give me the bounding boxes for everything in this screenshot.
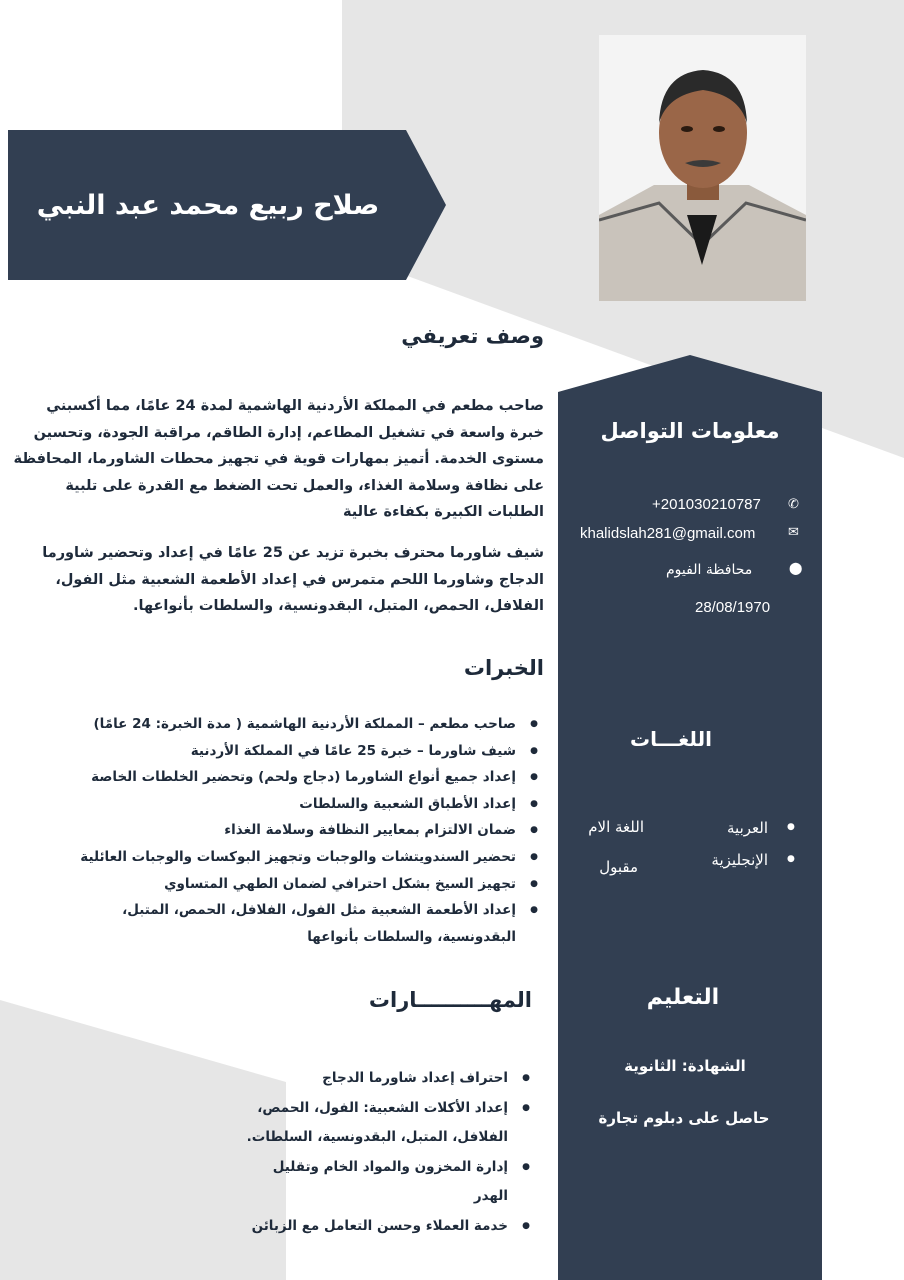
experience-list — [72, 711, 542, 950]
education-degree: الشهادة: الثانوية — [624, 1057, 746, 1075]
bullet: ● — [787, 854, 795, 864]
sidebar — [558, 355, 822, 1280]
language-name: الإنجليزية — [711, 851, 768, 869]
contact-location: محافظة الفيوم — [666, 562, 753, 578]
experience-item: ● شيف شاورما – خبرة 25 عامًا في المملكة الأردنية — [72, 738, 542, 765]
contact-heading: معلومات التواصل — [600, 419, 780, 443]
education-heading: التعليم — [646, 985, 720, 1010]
experience-heading: الخبرات — [463, 656, 544, 680]
full-name: صلاح ربيع محمد عبد النبي — [36, 189, 380, 221]
bullet: ● — [787, 822, 795, 832]
skills-heading: المهــــــــــارات — [368, 988, 532, 1012]
location-pin-icon: ⬤ — [789, 561, 803, 575]
skill-item: ● خدمة العملاء وحسن التعامل مع الزبائن — [244, 1212, 534, 1242]
education-detail: حاصل على دبلوم تجارة — [598, 1109, 770, 1127]
contact-phone: +201030210787 — [652, 496, 761, 513]
profile-paragraph-2: شيف شاورما محترف بخبرة تزيد عن 25 عامًا في إعداد وتحضير شاورما الدجاج وشاورما اللحم متمرس في إعداد الأطعمة الشعبية مثل الفول، الفلافل، الحمص، المتبل، البقدونسية، والسلطات بأنواعها. — [42, 545, 544, 614]
language-level: مقبول — [599, 858, 638, 876]
language-name: العربية — [727, 819, 768, 837]
phone-icon: ✆ — [788, 497, 799, 512]
contact-birthdate: 28/08/1970 — [695, 599, 771, 616]
skill-item: ● إدارة المخزون والمواد الخام وتقليل الهدر — [244, 1153, 534, 1212]
experience-item: ● إعداد الأطباق الشعبية والسلطات — [72, 791, 542, 818]
experience-item: ● صاحب مطعم – المملكة الأردنية الهاشمية ( مدة الخبرة: 24 عامًا) — [72, 711, 542, 738]
experience-item: ● إعداد الأطعمة الشعبية مثل الفول، الفلافل، الحمص، المتبل، البقدونسية، والسلطات بأنواعها — [72, 897, 542, 950]
profile-photo — [599, 35, 806, 301]
skill-item: ● إعداد الأكلات الشعبية: الفول، الحمص، الفلافل، المتبل، البقدونسية، السلطات. — [244, 1094, 534, 1153]
profile-heading: وصف تعريفي — [401, 324, 544, 348]
contact-email: khalidslah281@gmail.com — [580, 525, 756, 542]
languages-heading: اللغـــات — [630, 727, 712, 751]
experience-item: ● إعداد جميع أنواع الشاورما (دجاج ولحم) وتحضير الخلطات الخاصة — [72, 764, 542, 791]
envelope-icon: ✉ — [788, 525, 799, 540]
experience-item: ● ضمان الالتزام بمعايير النظافة وسلامة الغذاء — [72, 817, 542, 844]
language-level: اللغة الام — [588, 818, 644, 836]
skills-list — [244, 1064, 534, 1241]
skill-item: ● احتراف إعداد شاورما الدجاج — [244, 1064, 534, 1094]
experience-item: ● تجهيز السيخ بشكل احترافي لضمان الطهي المتساوي — [72, 871, 542, 898]
profile-paragraph-1: صاحب مطعم في المملكة الأردنية الهاشمية لمدة 24 عامًا، مما أكسبني خبرة واسعة في تشغيل المطاعم، إدارة الطاقم، مراقبة الجودة، وتحسين مستوى الخدمة. أتميز بمهارات قوية في تجهيز محطات الشاورما، المحافظة على نظافة وسلامة الغذاء، والعمل تحت الضغط مع القدرة على تلبية الطلبات الكبيرة بكفاءة عالية — [13, 398, 544, 520]
experience-item: ● تحضير السندويتشات والوجبات وتجهيز البوكسات والوجبات العائلية — [72, 844, 542, 871]
